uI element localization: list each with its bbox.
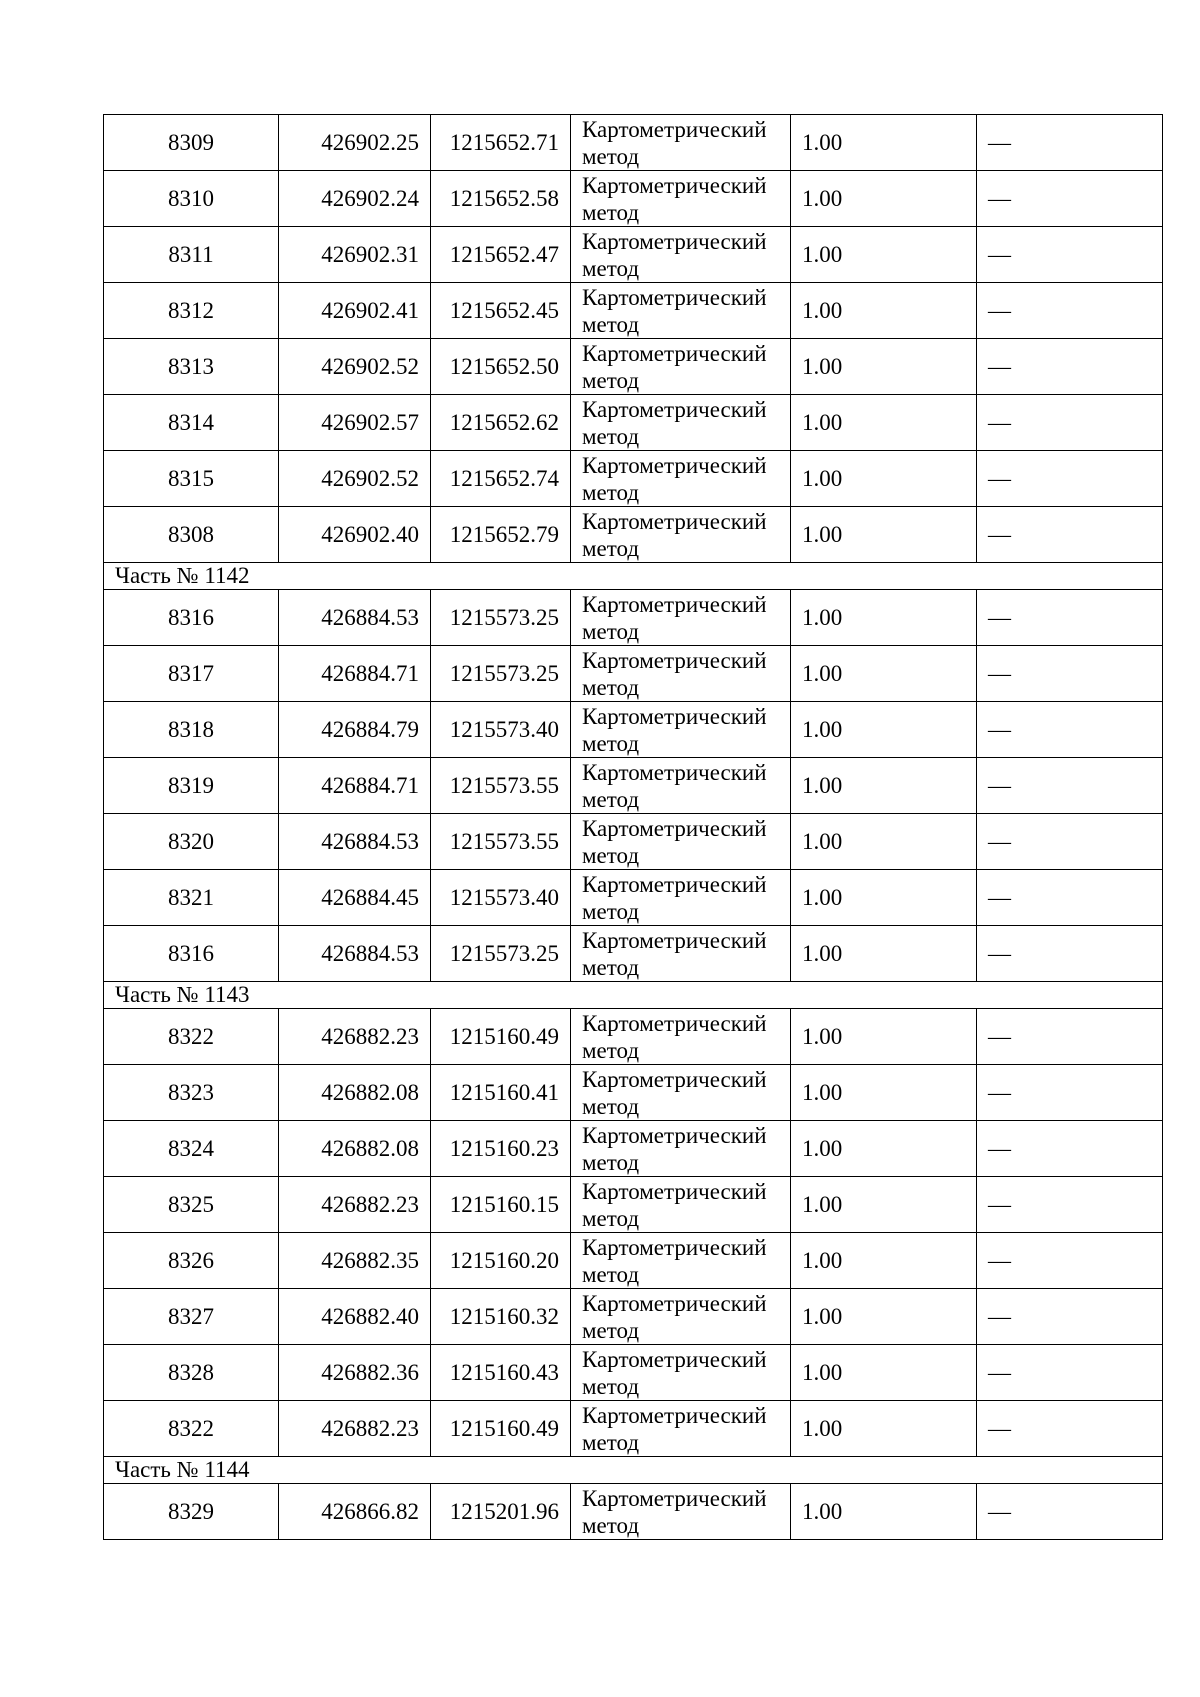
accuracy-cell: 1.00 bbox=[791, 926, 977, 982]
coordinates-table bbox=[103, 114, 1163, 1540]
point-number-cell: 8314 bbox=[104, 395, 279, 451]
table-row bbox=[104, 1121, 1163, 1177]
method-cell: Картометрический метод bbox=[571, 227, 791, 283]
dash-mark: — bbox=[988, 940, 1011, 966]
description-cell bbox=[977, 1009, 1163, 1065]
point-number-cell: 8317 bbox=[104, 646, 279, 702]
table-row bbox=[104, 395, 1163, 451]
x-coordinate-cell: 426884.71 bbox=[279, 646, 431, 702]
y-coordinate-cell: 1215160.49 bbox=[431, 1009, 571, 1065]
description-cell bbox=[977, 926, 1163, 982]
x-coordinate-cell: 426882.23 bbox=[279, 1177, 431, 1233]
part-header-row bbox=[104, 1457, 1163, 1484]
table-row bbox=[104, 1484, 1163, 1540]
table-row bbox=[104, 227, 1163, 283]
coordinates-table-body bbox=[104, 115, 1163, 1540]
y-coordinate-cell: 1215573.55 bbox=[431, 758, 571, 814]
part-label: Часть № 1142 bbox=[104, 563, 1163, 590]
dash-mark: — bbox=[988, 297, 1011, 323]
accuracy-cell: 1.00 bbox=[791, 1289, 977, 1345]
table-row bbox=[104, 1401, 1163, 1457]
method-cell: Картометрический метод bbox=[571, 1289, 791, 1345]
dash-mark: — bbox=[988, 716, 1011, 742]
x-coordinate-cell: 426902.40 bbox=[279, 507, 431, 563]
accuracy-cell: 1.00 bbox=[791, 1065, 977, 1121]
table-row bbox=[104, 702, 1163, 758]
description-cell bbox=[977, 1484, 1163, 1540]
y-coordinate-cell: 1215573.25 bbox=[431, 590, 571, 646]
description-cell bbox=[977, 590, 1163, 646]
method-cell: Картометрический метод bbox=[571, 395, 791, 451]
method-cell: Картометрический метод bbox=[571, 283, 791, 339]
x-coordinate-cell: 426884.53 bbox=[279, 590, 431, 646]
x-coordinate-cell: 426884.79 bbox=[279, 702, 431, 758]
description-cell bbox=[977, 1401, 1163, 1457]
point-number-cell: 8310 bbox=[104, 171, 279, 227]
point-number-cell: 8316 bbox=[104, 590, 279, 646]
method-cell: Картометрический метод bbox=[571, 1233, 791, 1289]
y-coordinate-cell: 1215201.96 bbox=[431, 1484, 571, 1540]
description-cell bbox=[977, 115, 1163, 171]
method-cell: Картометрический метод bbox=[571, 926, 791, 982]
dash-mark: — bbox=[988, 828, 1011, 854]
description-cell bbox=[977, 451, 1163, 507]
dash-mark: — bbox=[988, 1079, 1011, 1105]
y-coordinate-cell: 1215652.62 bbox=[431, 395, 571, 451]
table-row bbox=[104, 339, 1163, 395]
x-coordinate-cell: 426884.45 bbox=[279, 870, 431, 926]
accuracy-cell: 1.00 bbox=[791, 395, 977, 451]
x-coordinate-cell: 426902.52 bbox=[279, 339, 431, 395]
accuracy-cell: 1.00 bbox=[791, 1177, 977, 1233]
method-cell: Картометрический метод bbox=[571, 1401, 791, 1457]
point-number-cell: 8312 bbox=[104, 283, 279, 339]
y-coordinate-cell: 1215160.15 bbox=[431, 1177, 571, 1233]
description-cell bbox=[977, 507, 1163, 563]
accuracy-cell: 1.00 bbox=[791, 870, 977, 926]
point-number-cell: 8329 bbox=[104, 1484, 279, 1540]
point-number-cell: 8327 bbox=[104, 1289, 279, 1345]
table-row bbox=[104, 115, 1163, 171]
table-row bbox=[104, 814, 1163, 870]
y-coordinate-cell: 1215652.45 bbox=[431, 283, 571, 339]
dash-mark: — bbox=[988, 521, 1011, 547]
y-coordinate-cell: 1215573.25 bbox=[431, 926, 571, 982]
dash-mark: — bbox=[988, 129, 1011, 155]
dash-mark: — bbox=[988, 1303, 1011, 1329]
table-row bbox=[104, 451, 1163, 507]
y-coordinate-cell: 1215652.74 bbox=[431, 451, 571, 507]
accuracy-cell: 1.00 bbox=[791, 702, 977, 758]
dash-mark: — bbox=[988, 772, 1011, 798]
description-cell bbox=[977, 395, 1163, 451]
accuracy-cell: 1.00 bbox=[791, 507, 977, 563]
accuracy-cell: 1.00 bbox=[791, 1233, 977, 1289]
description-cell bbox=[977, 1121, 1163, 1177]
x-coordinate-cell: 426866.82 bbox=[279, 1484, 431, 1540]
dash-mark: — bbox=[988, 884, 1011, 910]
description-cell bbox=[977, 870, 1163, 926]
dash-mark: — bbox=[988, 604, 1011, 630]
point-number-cell: 8309 bbox=[104, 115, 279, 171]
accuracy-cell: 1.00 bbox=[791, 1345, 977, 1401]
x-coordinate-cell: 426882.40 bbox=[279, 1289, 431, 1345]
method-cell: Картометрический метод bbox=[571, 171, 791, 227]
point-number-cell: 8325 bbox=[104, 1177, 279, 1233]
dash-mark: — bbox=[988, 1359, 1011, 1385]
accuracy-cell: 1.00 bbox=[791, 171, 977, 227]
method-cell: Картометрический метод bbox=[571, 507, 791, 563]
dash-mark: — bbox=[988, 1247, 1011, 1273]
point-number-cell: 8319 bbox=[104, 758, 279, 814]
point-number-cell: 8320 bbox=[104, 814, 279, 870]
description-cell bbox=[977, 1233, 1163, 1289]
accuracy-cell: 1.00 bbox=[791, 646, 977, 702]
accuracy-cell: 1.00 bbox=[791, 590, 977, 646]
accuracy-cell: 1.00 bbox=[791, 227, 977, 283]
y-coordinate-cell: 1215160.43 bbox=[431, 1345, 571, 1401]
table-row bbox=[104, 507, 1163, 563]
method-cell: Картометрический метод bbox=[571, 1345, 791, 1401]
y-coordinate-cell: 1215652.47 bbox=[431, 227, 571, 283]
x-coordinate-cell: 426882.23 bbox=[279, 1009, 431, 1065]
method-cell: Картометрический метод bbox=[571, 702, 791, 758]
y-coordinate-cell: 1215652.71 bbox=[431, 115, 571, 171]
dash-mark: — bbox=[988, 1023, 1011, 1049]
y-coordinate-cell: 1215573.55 bbox=[431, 814, 571, 870]
dash-mark: — bbox=[988, 1135, 1011, 1161]
x-coordinate-cell: 426902.25 bbox=[279, 115, 431, 171]
x-coordinate-cell: 426882.23 bbox=[279, 1401, 431, 1457]
description-cell bbox=[977, 1177, 1163, 1233]
x-coordinate-cell: 426902.24 bbox=[279, 171, 431, 227]
dash-mark: — bbox=[988, 241, 1011, 267]
method-cell: Картометрический метод bbox=[571, 814, 791, 870]
table-row bbox=[104, 171, 1163, 227]
point-number-cell: 8322 bbox=[104, 1009, 279, 1065]
method-cell: Картометрический метод bbox=[571, 590, 791, 646]
table-row bbox=[104, 926, 1163, 982]
x-coordinate-cell: 426882.08 bbox=[279, 1065, 431, 1121]
part-label: Часть № 1144 bbox=[104, 1457, 1163, 1484]
x-coordinate-cell: 426884.53 bbox=[279, 814, 431, 870]
dash-mark: — bbox=[988, 353, 1011, 379]
point-number-cell: 8316 bbox=[104, 926, 279, 982]
table-row bbox=[104, 1233, 1163, 1289]
x-coordinate-cell: 426884.53 bbox=[279, 926, 431, 982]
y-coordinate-cell: 1215160.41 bbox=[431, 1065, 571, 1121]
dash-mark: — bbox=[988, 409, 1011, 435]
y-coordinate-cell: 1215160.49 bbox=[431, 1401, 571, 1457]
table-row bbox=[104, 646, 1163, 702]
description-cell bbox=[977, 1289, 1163, 1345]
description-cell bbox=[977, 227, 1163, 283]
y-coordinate-cell: 1215652.58 bbox=[431, 171, 571, 227]
x-coordinate-cell: 426884.71 bbox=[279, 758, 431, 814]
table-row bbox=[104, 283, 1163, 339]
point-number-cell: 8315 bbox=[104, 451, 279, 507]
method-cell: Картометрический метод bbox=[571, 646, 791, 702]
dash-mark: — bbox=[988, 1191, 1011, 1217]
point-number-cell: 8324 bbox=[104, 1121, 279, 1177]
part-header-row bbox=[104, 563, 1163, 590]
table-row bbox=[104, 1177, 1163, 1233]
method-cell: Картометрический метод bbox=[571, 1484, 791, 1540]
y-coordinate-cell: 1215652.79 bbox=[431, 507, 571, 563]
description-cell bbox=[977, 1345, 1163, 1401]
accuracy-cell: 1.00 bbox=[791, 1484, 977, 1540]
coordinates-sheet bbox=[103, 114, 1162, 1540]
point-number-cell: 8322 bbox=[104, 1401, 279, 1457]
accuracy-cell: 1.00 bbox=[791, 339, 977, 395]
y-coordinate-cell: 1215160.20 bbox=[431, 1233, 571, 1289]
part-header-row bbox=[104, 982, 1163, 1009]
description-cell bbox=[977, 814, 1163, 870]
x-coordinate-cell: 426902.41 bbox=[279, 283, 431, 339]
y-coordinate-cell: 1215573.40 bbox=[431, 702, 571, 758]
table-row bbox=[104, 1065, 1163, 1121]
method-cell: Картометрический метод bbox=[571, 1009, 791, 1065]
point-number-cell: 8328 bbox=[104, 1345, 279, 1401]
point-number-cell: 8311 bbox=[104, 227, 279, 283]
method-cell: Картометрический метод bbox=[571, 1177, 791, 1233]
method-cell: Картометрический метод bbox=[571, 1065, 791, 1121]
x-coordinate-cell: 426902.31 bbox=[279, 227, 431, 283]
dash-mark: — bbox=[988, 1415, 1011, 1441]
table-row bbox=[104, 1345, 1163, 1401]
dash-mark: — bbox=[988, 660, 1011, 686]
accuracy-cell: 1.00 bbox=[791, 758, 977, 814]
dash-mark: — bbox=[988, 1498, 1011, 1524]
y-coordinate-cell: 1215573.40 bbox=[431, 870, 571, 926]
description-cell bbox=[977, 171, 1163, 227]
accuracy-cell: 1.00 bbox=[791, 283, 977, 339]
table-row bbox=[104, 590, 1163, 646]
dash-mark: — bbox=[988, 465, 1011, 491]
table-row bbox=[104, 1289, 1163, 1345]
part-label: Часть № 1143 bbox=[104, 982, 1163, 1009]
table-row bbox=[104, 758, 1163, 814]
y-coordinate-cell: 1215160.32 bbox=[431, 1289, 571, 1345]
point-number-cell: 8308 bbox=[104, 507, 279, 563]
point-number-cell: 8313 bbox=[104, 339, 279, 395]
description-cell bbox=[977, 339, 1163, 395]
y-coordinate-cell: 1215160.23 bbox=[431, 1121, 571, 1177]
method-cell: Картометрический метод bbox=[571, 339, 791, 395]
x-coordinate-cell: 426882.35 bbox=[279, 1233, 431, 1289]
point-number-cell: 8318 bbox=[104, 702, 279, 758]
x-coordinate-cell: 426902.57 bbox=[279, 395, 431, 451]
table-row bbox=[104, 870, 1163, 926]
accuracy-cell: 1.00 bbox=[791, 1401, 977, 1457]
accuracy-cell: 1.00 bbox=[791, 1121, 977, 1177]
method-cell: Картометрический метод bbox=[571, 1121, 791, 1177]
accuracy-cell: 1.00 bbox=[791, 1009, 977, 1065]
x-coordinate-cell: 426882.08 bbox=[279, 1121, 431, 1177]
table-row bbox=[104, 1009, 1163, 1065]
method-cell: Картометрический метод bbox=[571, 451, 791, 507]
description-cell bbox=[977, 702, 1163, 758]
point-number-cell: 8321 bbox=[104, 870, 279, 926]
y-coordinate-cell: 1215652.50 bbox=[431, 339, 571, 395]
x-coordinate-cell: 426882.36 bbox=[279, 1345, 431, 1401]
accuracy-cell: 1.00 bbox=[791, 115, 977, 171]
point-number-cell: 8326 bbox=[104, 1233, 279, 1289]
y-coordinate-cell: 1215573.25 bbox=[431, 646, 571, 702]
description-cell bbox=[977, 646, 1163, 702]
method-cell: Картометрический метод bbox=[571, 758, 791, 814]
dash-mark: — bbox=[988, 185, 1011, 211]
point-number-cell: 8323 bbox=[104, 1065, 279, 1121]
method-cell: Картометрический метод bbox=[571, 115, 791, 171]
description-cell bbox=[977, 1065, 1163, 1121]
method-cell: Картометрический метод bbox=[571, 870, 791, 926]
description-cell bbox=[977, 758, 1163, 814]
description-cell bbox=[977, 283, 1163, 339]
x-coordinate-cell: 426902.52 bbox=[279, 451, 431, 507]
accuracy-cell: 1.00 bbox=[791, 814, 977, 870]
accuracy-cell: 1.00 bbox=[791, 451, 977, 507]
